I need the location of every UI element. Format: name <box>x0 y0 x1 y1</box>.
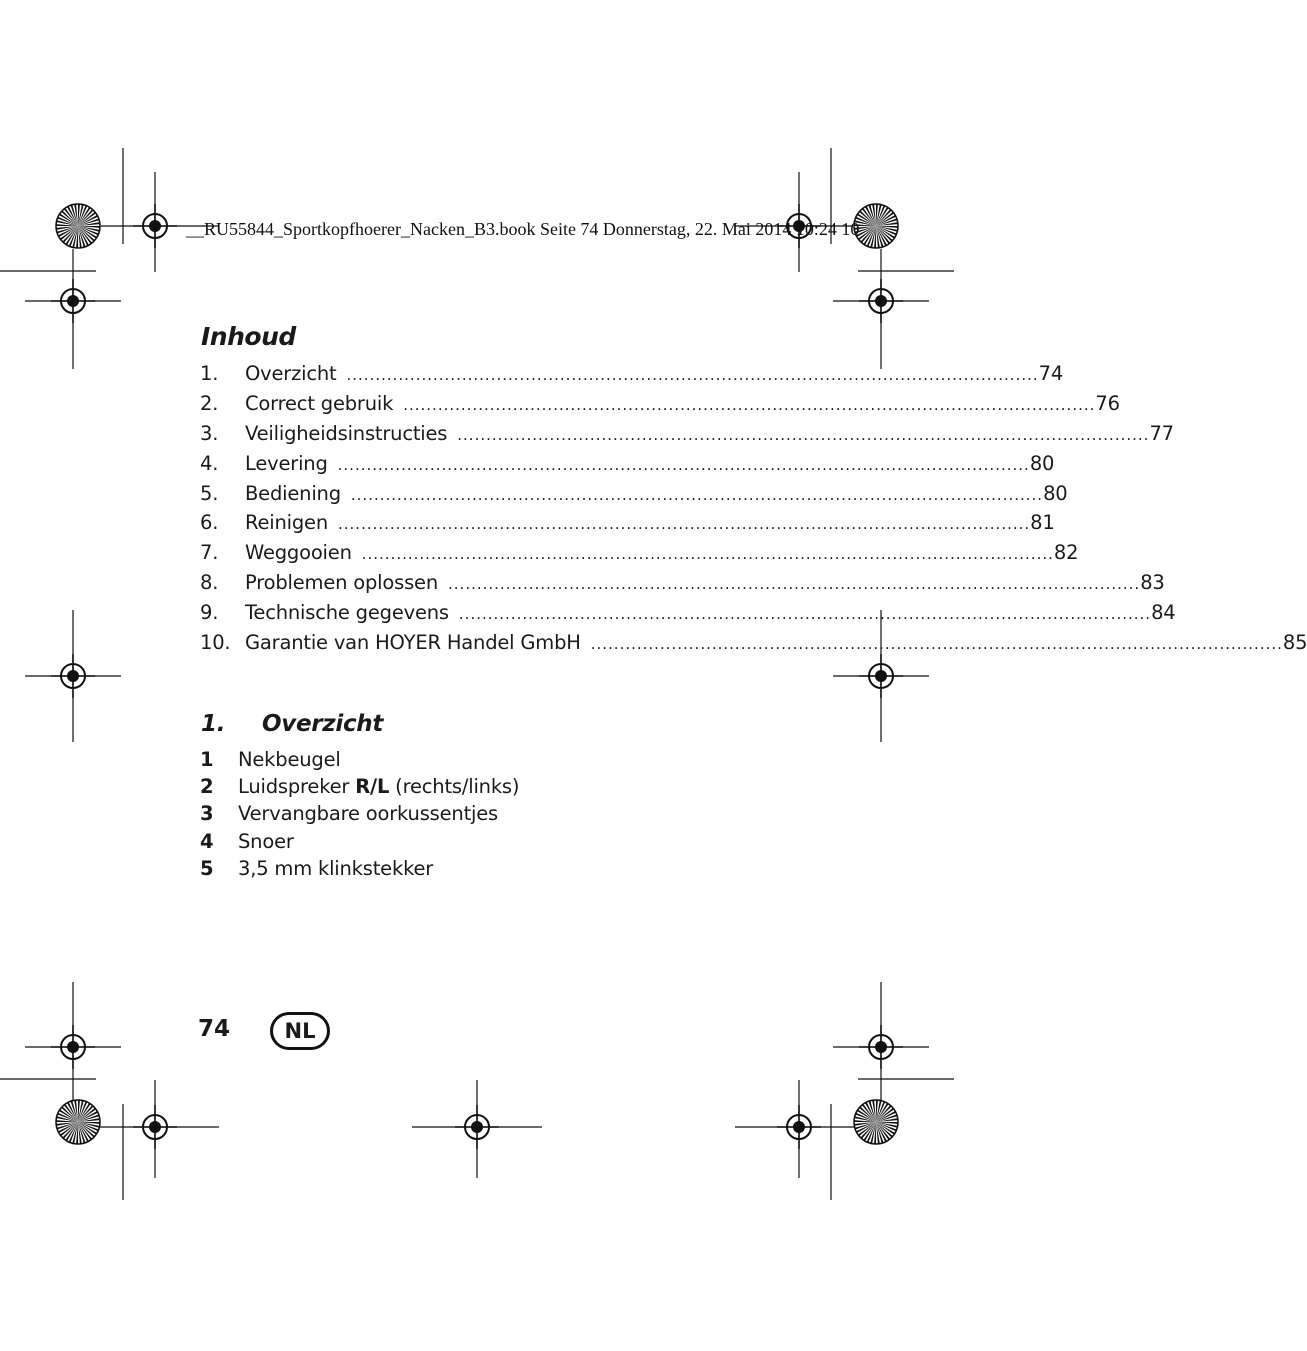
toc-leader-dots: ........................................................................................................................ <box>403 395 1096 414</box>
section-heading <box>201 711 383 737</box>
toc-leader-dots: ........................................................................................................................ <box>361 545 1054 564</box>
toc-item-page: 83 <box>1140 571 1165 595</box>
part-number: 2 <box>200 775 214 799</box>
part-label-bold: R/L <box>355 775 390 799</box>
toc-item-page: 80 <box>1029 451 1055 475</box>
list-item <box>200 775 660 802</box>
toc-leader-dots: ........................................................................................................................ <box>350 485 1044 504</box>
toc-item-page: 74 <box>1038 362 1064 385</box>
toc-item <box>200 421 1174 452</box>
part-label <box>238 775 519 798</box>
list-item <box>200 748 660 775</box>
toc-item-label: Garantie van HOYER Handel GmbH <box>245 631 581 655</box>
toc-item-label: Weggooien <box>245 541 352 565</box>
language-code: NL <box>284 1019 316 1043</box>
table-of-contents <box>200 362 1307 661</box>
toc-item <box>200 391 1120 422</box>
toc-item-label: Veiligheidsinstructies <box>245 421 448 445</box>
toc-item-label: Problemen oplossen <box>245 571 439 595</box>
toc-item-number: 10. <box>200 631 231 655</box>
part-number: 4 <box>200 829 214 853</box>
section-number: 1. <box>201 711 226 737</box>
toc-item-page: 82 <box>1053 541 1079 565</box>
toc-item <box>200 511 1055 541</box>
toc-item <box>200 541 1079 571</box>
toc-item <box>200 631 1307 661</box>
toc-title: Inhoud <box>201 322 296 351</box>
toc-item-number: 1. <box>200 362 219 385</box>
toc-leader-dots: ........................................................................................................................ <box>338 515 1031 534</box>
list-item <box>200 830 660 857</box>
toc-leader-dots: ........................................................................................................................ <box>458 605 1152 624</box>
list-item <box>200 857 660 884</box>
toc-leader-dots: ........................................................................................................................ <box>448 575 1141 594</box>
part-label-text: Luidspreker <box>238 775 356 799</box>
toc-item-number: 5. <box>200 481 219 505</box>
toc-item <box>200 362 1064 392</box>
toc-item-number: 6. <box>200 511 219 535</box>
toc-item <box>200 451 1055 482</box>
toc-item <box>200 481 1068 512</box>
toc-item-page: 85 <box>1282 631 1307 655</box>
part-label: 3,5 mm klinkstekker <box>238 856 434 880</box>
toc-item-page: 84 <box>1151 601 1176 625</box>
part-label: Nekbeugel <box>238 748 341 771</box>
part-label-suffix: (rechts/links) <box>389 775 520 799</box>
toc-item-label: Bediening <box>245 481 341 505</box>
toc-leader-dots: ........................................................................................................................ <box>590 635 1283 654</box>
print-slug-line: __RU55844_Sportkopfhoerer_Nacken_B3.book Seite 74 Donnerstag, 22. Mai 2014 10:24 10 <box>186 219 860 239</box>
toc-item <box>200 601 1176 631</box>
parts-list <box>200 748 660 884</box>
starburst-mark <box>56 204 100 248</box>
toc-item-label: Correct gebruik <box>245 391 394 415</box>
page-number: 74 <box>198 1016 231 1042</box>
section-title: Overzicht <box>262 711 384 737</box>
toc-item-label: Technische gegevens <box>245 601 449 625</box>
toc-item-label: Reinigen <box>245 511 328 535</box>
toc-item-page: 77 <box>1149 421 1174 445</box>
toc-item-number: 4. <box>200 451 219 475</box>
language-badge <box>270 1012 330 1050</box>
part-number: 3 <box>200 802 214 826</box>
toc-item-number: 7. <box>200 541 219 565</box>
list-item <box>200 802 660 829</box>
toc-leader-dots: ........................................................................................................................ <box>457 425 1150 444</box>
toc-item-number: 9. <box>200 601 219 625</box>
part-number: 5 <box>200 856 214 880</box>
toc-item <box>200 571 1165 601</box>
part-label: Snoer <box>238 829 294 853</box>
toc-item-label: Overzicht <box>245 362 337 385</box>
toc-item-page: 76 <box>1095 391 1120 415</box>
toc-item-number: 3. <box>200 421 219 445</box>
toc-item-label: Levering <box>245 451 328 475</box>
toc-item-page: 81 <box>1030 511 1055 535</box>
toc-item-number: 2. <box>200 391 219 415</box>
starburst-mark <box>854 1100 898 1144</box>
toc-item-number: 8. <box>200 571 219 595</box>
toc-leader-dots: ........................................................................................................................ <box>337 455 1030 474</box>
toc-item-page: 80 <box>1043 481 1068 505</box>
part-label: Vervangbare oorkussentjes <box>238 802 499 826</box>
part-number: 1 <box>200 748 214 771</box>
toc-leader-dots: ........................................................................................................................ <box>346 366 1039 384</box>
starburst-mark <box>56 1100 100 1144</box>
